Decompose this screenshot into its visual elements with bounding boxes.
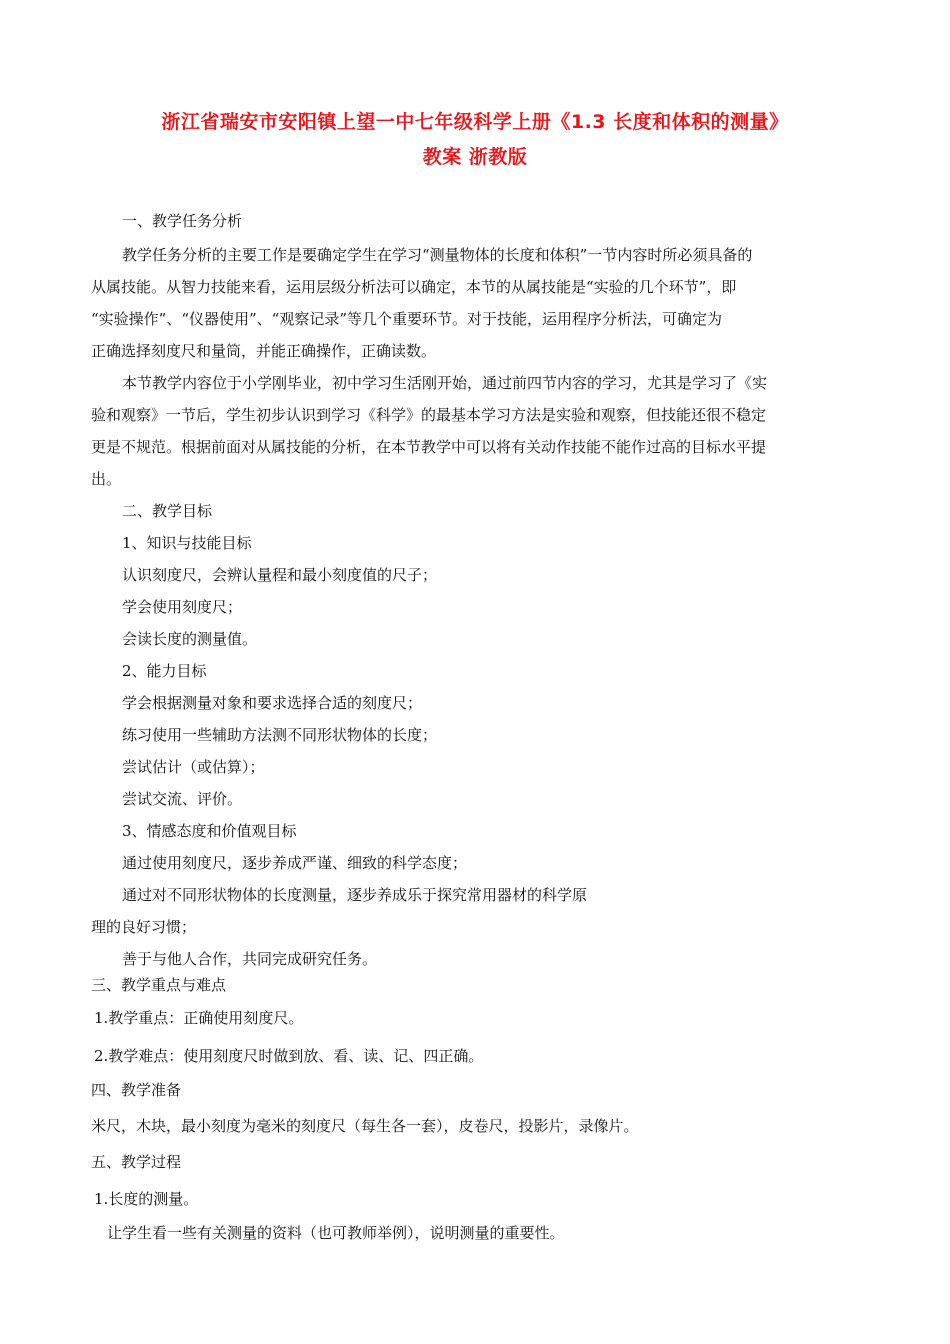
section-heading-5: 五、教学过程 bbox=[91, 1153, 182, 1171]
subsection-heading: 3、情感态度和价值观目标 bbox=[122, 822, 297, 840]
list-item-continuation: 理的良好习惯； bbox=[91, 918, 197, 936]
paragraph-line: 验和观察》一节后，学生初步认识到学习《科学》的最基本学习方法是实验和观察，但技能还很不稳定 bbox=[91, 406, 767, 424]
paragraph-line: 正确选择刻度尺和量筒，并能正确操作，正确读数。 bbox=[91, 342, 437, 360]
difficult-point: 2.教学难点：使用刻度尺时做到放、看、读、记、四正确。 bbox=[94, 1047, 484, 1065]
section-heading-3: 三、教学重点与难点 bbox=[91, 976, 227, 994]
document-title-line2: 教案 浙教版 bbox=[422, 146, 528, 168]
section-heading-1: 一、教学任务分析 bbox=[122, 212, 243, 230]
paragraph-line: 更是不规范。根据前面对从属技能的分析，在本节教学中可以将有关动作技能不能作过高的目标水平提 bbox=[91, 438, 767, 456]
list-item: 认识刻度尺，会辨认量程和最小刻度值的尺子； bbox=[122, 566, 438, 584]
list-item: 通过对不同形状物体的长度测量，逐步养成乐于探究常用器材的科学原 bbox=[122, 886, 588, 904]
paragraph-line: 教学任务分析的主要工作是要确定学生在学习“测量物体的长度和体积”一节内容时所必须具备的 bbox=[122, 246, 753, 264]
section-heading-2: 二、教学目标 bbox=[122, 502, 213, 520]
list-item: 学会使用刻度尺； bbox=[122, 598, 243, 616]
process-item: 1.长度的测量。 bbox=[94, 1190, 199, 1208]
list-item: 通过使用刻度尺，逐步养成严谨、细致的科学态度； bbox=[122, 854, 468, 872]
paragraph-line: 本节教学内容位于小学刚毕业，初中学习生活刚开始，通过前四节内容的学习，尤其是学习了《实 bbox=[122, 374, 768, 392]
paragraph-line: “实验操作”、“仪器使用”、“观察记录”等几个重要环节。对于技能，运用程序分析法，可确定为 bbox=[91, 310, 723, 328]
list-item: 会读长度的测量值。 bbox=[122, 630, 258, 648]
subsection-heading: 2、能力目标 bbox=[122, 662, 207, 680]
document-title-line1: 浙江省瑞安市安阳镇上望一中七年级科学上册《1.3 长度和体积的测量》 bbox=[161, 111, 789, 133]
list-item: 尝试估计（或估算）； bbox=[122, 758, 265, 776]
preparation-text: 米尺，木块，最小刻度为毫米的刻度尺（每生各一套），皮卷尺，投影片，录像片。 bbox=[91, 1117, 639, 1135]
list-item: 善于与他人合作，共同完成研究任务。 bbox=[122, 950, 378, 968]
list-item: 练习使用一些辅助方法测不同形状物体的长度； bbox=[122, 726, 438, 744]
paragraph-line: 出。 bbox=[91, 470, 122, 488]
section-heading-4: 四、教学准备 bbox=[91, 1081, 182, 1099]
key-point: 1.教学重点：正确使用刻度尺。 bbox=[94, 1009, 304, 1027]
subsection-heading: 1、知识与技能目标 bbox=[122, 534, 252, 552]
process-text: 让学生看一些有关测量的资料（也可教师举例），说明测量的重要性。 bbox=[107, 1224, 565, 1242]
paragraph-line: 从属技能。从智力技能来看，运用层级分析法可以确定，本节的从属技能是“实验的几个环节”，即 bbox=[91, 278, 737, 296]
list-item: 尝试交流、评价。 bbox=[122, 790, 243, 808]
list-item: 学会根据测量对象和要求选择合适的刻度尺； bbox=[122, 694, 423, 712]
